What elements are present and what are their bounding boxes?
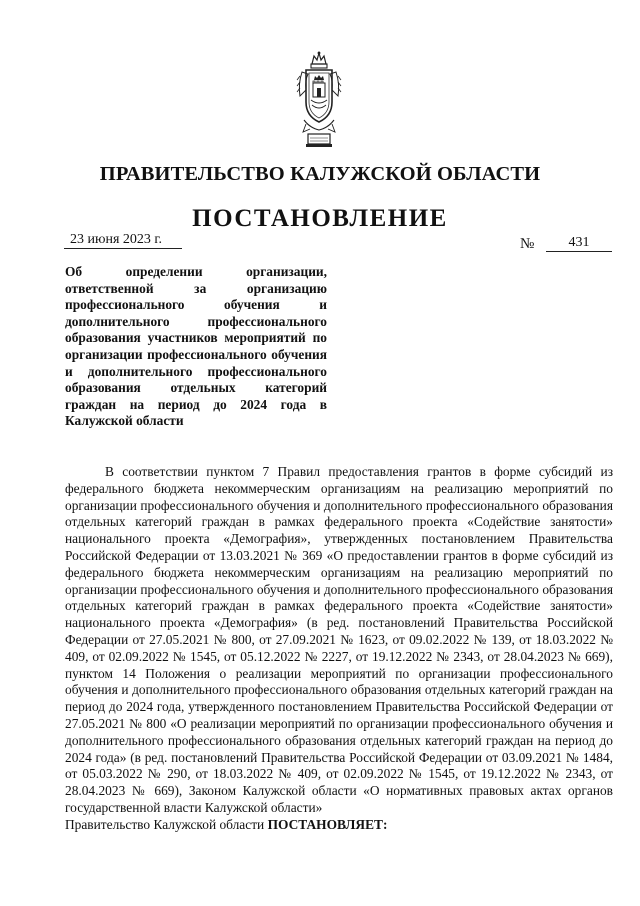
closing-subject: Правительство Калужской области: [65, 816, 265, 832]
preamble-text: В соответствии пунктом 7 Правил предоставления грантов в форме субсидий из федерального бюджета некоммерческим организациям на реализацию мероприятий по организации профессионального обучения и дополнительного профессионального образования отдельных категорий граждан в рамках федерального проекта «Содействие занятости» национального проекта «Демография», утвержденных постановлением Правительства Российской Федерации от 13.03.2021 № 369 «О предоставлении грантов в форме субсидий из федерального бюджета некоммерческим организациям на реализацию мероприятий по организации профессионального обучения и дополнительного профессионального образования отдельных категорий граждан в рамках федерального проекта «Содействие занятости» национального проекта «Демография» (в ред. постановлений Правительства Российской Федерации от 27.05.2021 № 800, от 27.09.2021 № 1623, от 09.02.2022 № 139, от 18.03.2022 № 409, от 02.09.2022 № 1545, от 05.12.2022 № 2227, от 19.12.2022 № 2343, от 28.04.2023 № 669), пунктом 14 Положения о реализации мероприятий по организации профессионального обучения и дополнительного профессионального образования отдельных категорий граждан на период до 2024 года, утвержденного постановлением Правительства Российской Федерации от 27.05.2021 № 800 «О реализации мероприятий по организации профессионального обучения и дополнительного профессионального образования отдельных категорий граждан на период до 2024 года» (в ред. постановлений Правительства Российской Федерации от 03.09.2021 № 1484, от 05.03.2022 № 290, от 18.03.2022 № 409, от 02.09.2022 № 1545, от 19.12.2022 № 2343, от 28.04.2023 № 669), Законом Калужской области «О нормативных правовых актах органов государственной власти Калужской области»: [65, 464, 613, 815]
preamble-paragraph: [65, 464, 613, 834]
coat-of-arms-icon: [296, 50, 342, 148]
document-type-heading: ПОСТАНОВЛЕНИЕ: [192, 205, 448, 232]
decree-word: ПОСТАНОВЛЯЕТ:: [267, 816, 388, 832]
document-date: 23 июня 2023 г.: [64, 231, 182, 249]
document-subject: Об определении организации, ответственной за организацию профессионального обучения и дополнительного профессионального образования участников мероприятий по организации профессионального обучения и дополнительного профессионального образования отдельных категорий граждан на период до 2024 года в Калужской области: [65, 264, 327, 429]
document-number: 431: [546, 234, 612, 252]
government-title: ПРАВИТЕЛЬСТВО КАЛУЖСКОЙ ОБЛАСТИ: [99, 163, 541, 185]
preamble-closing-line: [65, 817, 613, 834]
number-sign: №: [520, 236, 535, 252]
